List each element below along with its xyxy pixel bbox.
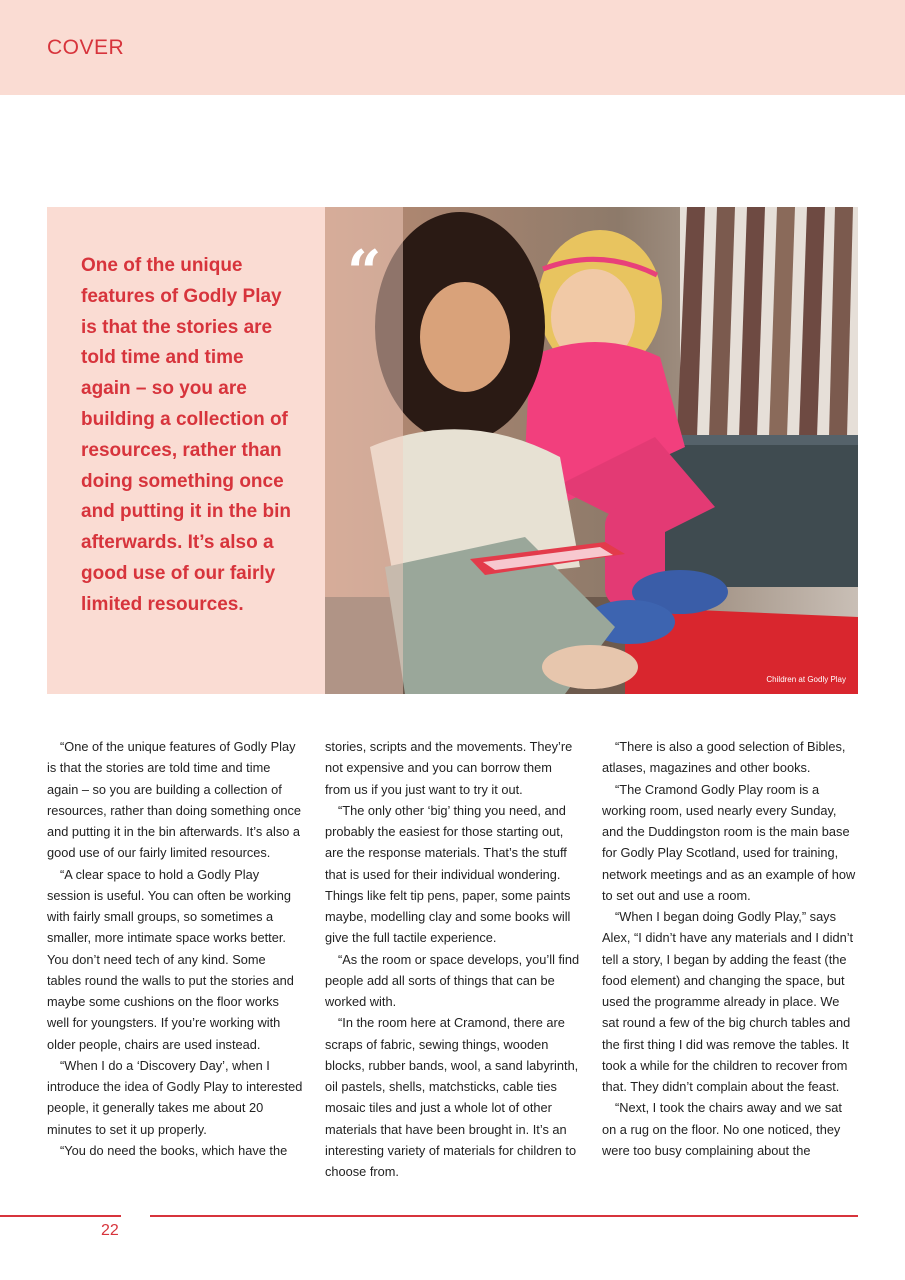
article-photo — [325, 207, 858, 694]
quote-mark: “ — [347, 238, 382, 308]
article-column-2 — [325, 736, 581, 1182]
paragraph: “The Cramond Godly Play room is a working room, used nearly every Sunday, and the Duddingston room is the main base for Godly Play Scotland, used for training, network meetings and as an example of how to set out and use a room. — [602, 781, 856, 903]
pull-quote: One of the unique features of Godly Play is that the stories are told time and time again – so you are building a collection of resources, rather than doing something once and putting it in the bin afterwards. It’s also a good use of our fairly limited resources. — [81, 255, 292, 615]
header-band — [0, 0, 905, 95]
paragraph: “You do need the books, which have the — [60, 1142, 288, 1158]
paragraph: “One of the unique features of Godly Play is that the stories are told time and time again – so you are building a collection of resources, rather than doing something once and putting it in the bin afterwards. It’s also a good use of our fairly limited resources. — [47, 739, 301, 861]
pull-quote-panel — [47, 207, 325, 694]
photo-caption: Children at Godly Play — [766, 675, 846, 684]
article-column-1 — [47, 736, 303, 1161]
section-label: COVER — [47, 36, 125, 59]
paragraph: “Next, I took the chairs away and we sat on a rug on the floor. No one noticed, they were too busy complaining about the — [602, 1100, 842, 1158]
footer-rule-right — [150, 1215, 858, 1217]
footer-rule-left — [0, 1215, 121, 1217]
curtain — [677, 207, 858, 437]
paragraph: “A clear space to hold a Godly Play session is useful. You can often be working with fairly small groups, so sometimes a smaller, more intimate space works better. You don’t need tech of any kind. Some tables round the walls to put the stories and maybe some cushions on the floor works well for youngsters. If you’re working with older people, chairs are used instead. — [47, 866, 294, 1052]
paragraph: “When I began doing Godly Play,” says Alex, “I didn’t have any materials and I didn’t tell a story, I began by adding the feast (the food element) and changing the space, but used the programme already in place. We sat round a few of the big church tables and the first thing I did was remove the tables. It took a while for the children to recover from that. They didn’t complain about the feast. — [602, 909, 854, 1094]
photo-illustration — [325, 207, 858, 694]
paragraph: “The only other ‘big’ thing you need, and probably the easiest for those starting out, are the response materials. That’s the stuff that is used for their individual wondering. Things like felt tip pens, paper, some paints maybe, modelling clay and some books will give the full tactile experience. — [325, 802, 571, 946]
paragraph: “In the room here at Cramond, there are scraps of fabric, sewing things, wooden blocks, rubber bands, wool, a sand labyrinth, oil pastels, shells, matchsticks, cable ties mosaic tiles and just a whole lot of other materials that have been brought in. It’s an interesting variety of materials for children to choose from. — [325, 1015, 579, 1179]
paragraph: “There is also a good selection of Bibles, atlases, magazines and other books. — [602, 739, 846, 776]
paragraph: stories, scripts and the movements. They’re not expensive and you can borrow them from us if you just want to try it out. — [325, 739, 573, 797]
paragraph: “When I do a ‘Discovery Day’, when I introduce the idea of Godly Play to interested people, it generally takes me about 20 minutes to set it up properly. — [47, 1057, 303, 1137]
article-column-3 — [602, 736, 858, 1161]
page-number: 22 — [101, 1222, 119, 1239]
paragraph: “As the room or space develops, you’ll find people add all sorts of things that can be worked with. — [325, 951, 580, 1009]
